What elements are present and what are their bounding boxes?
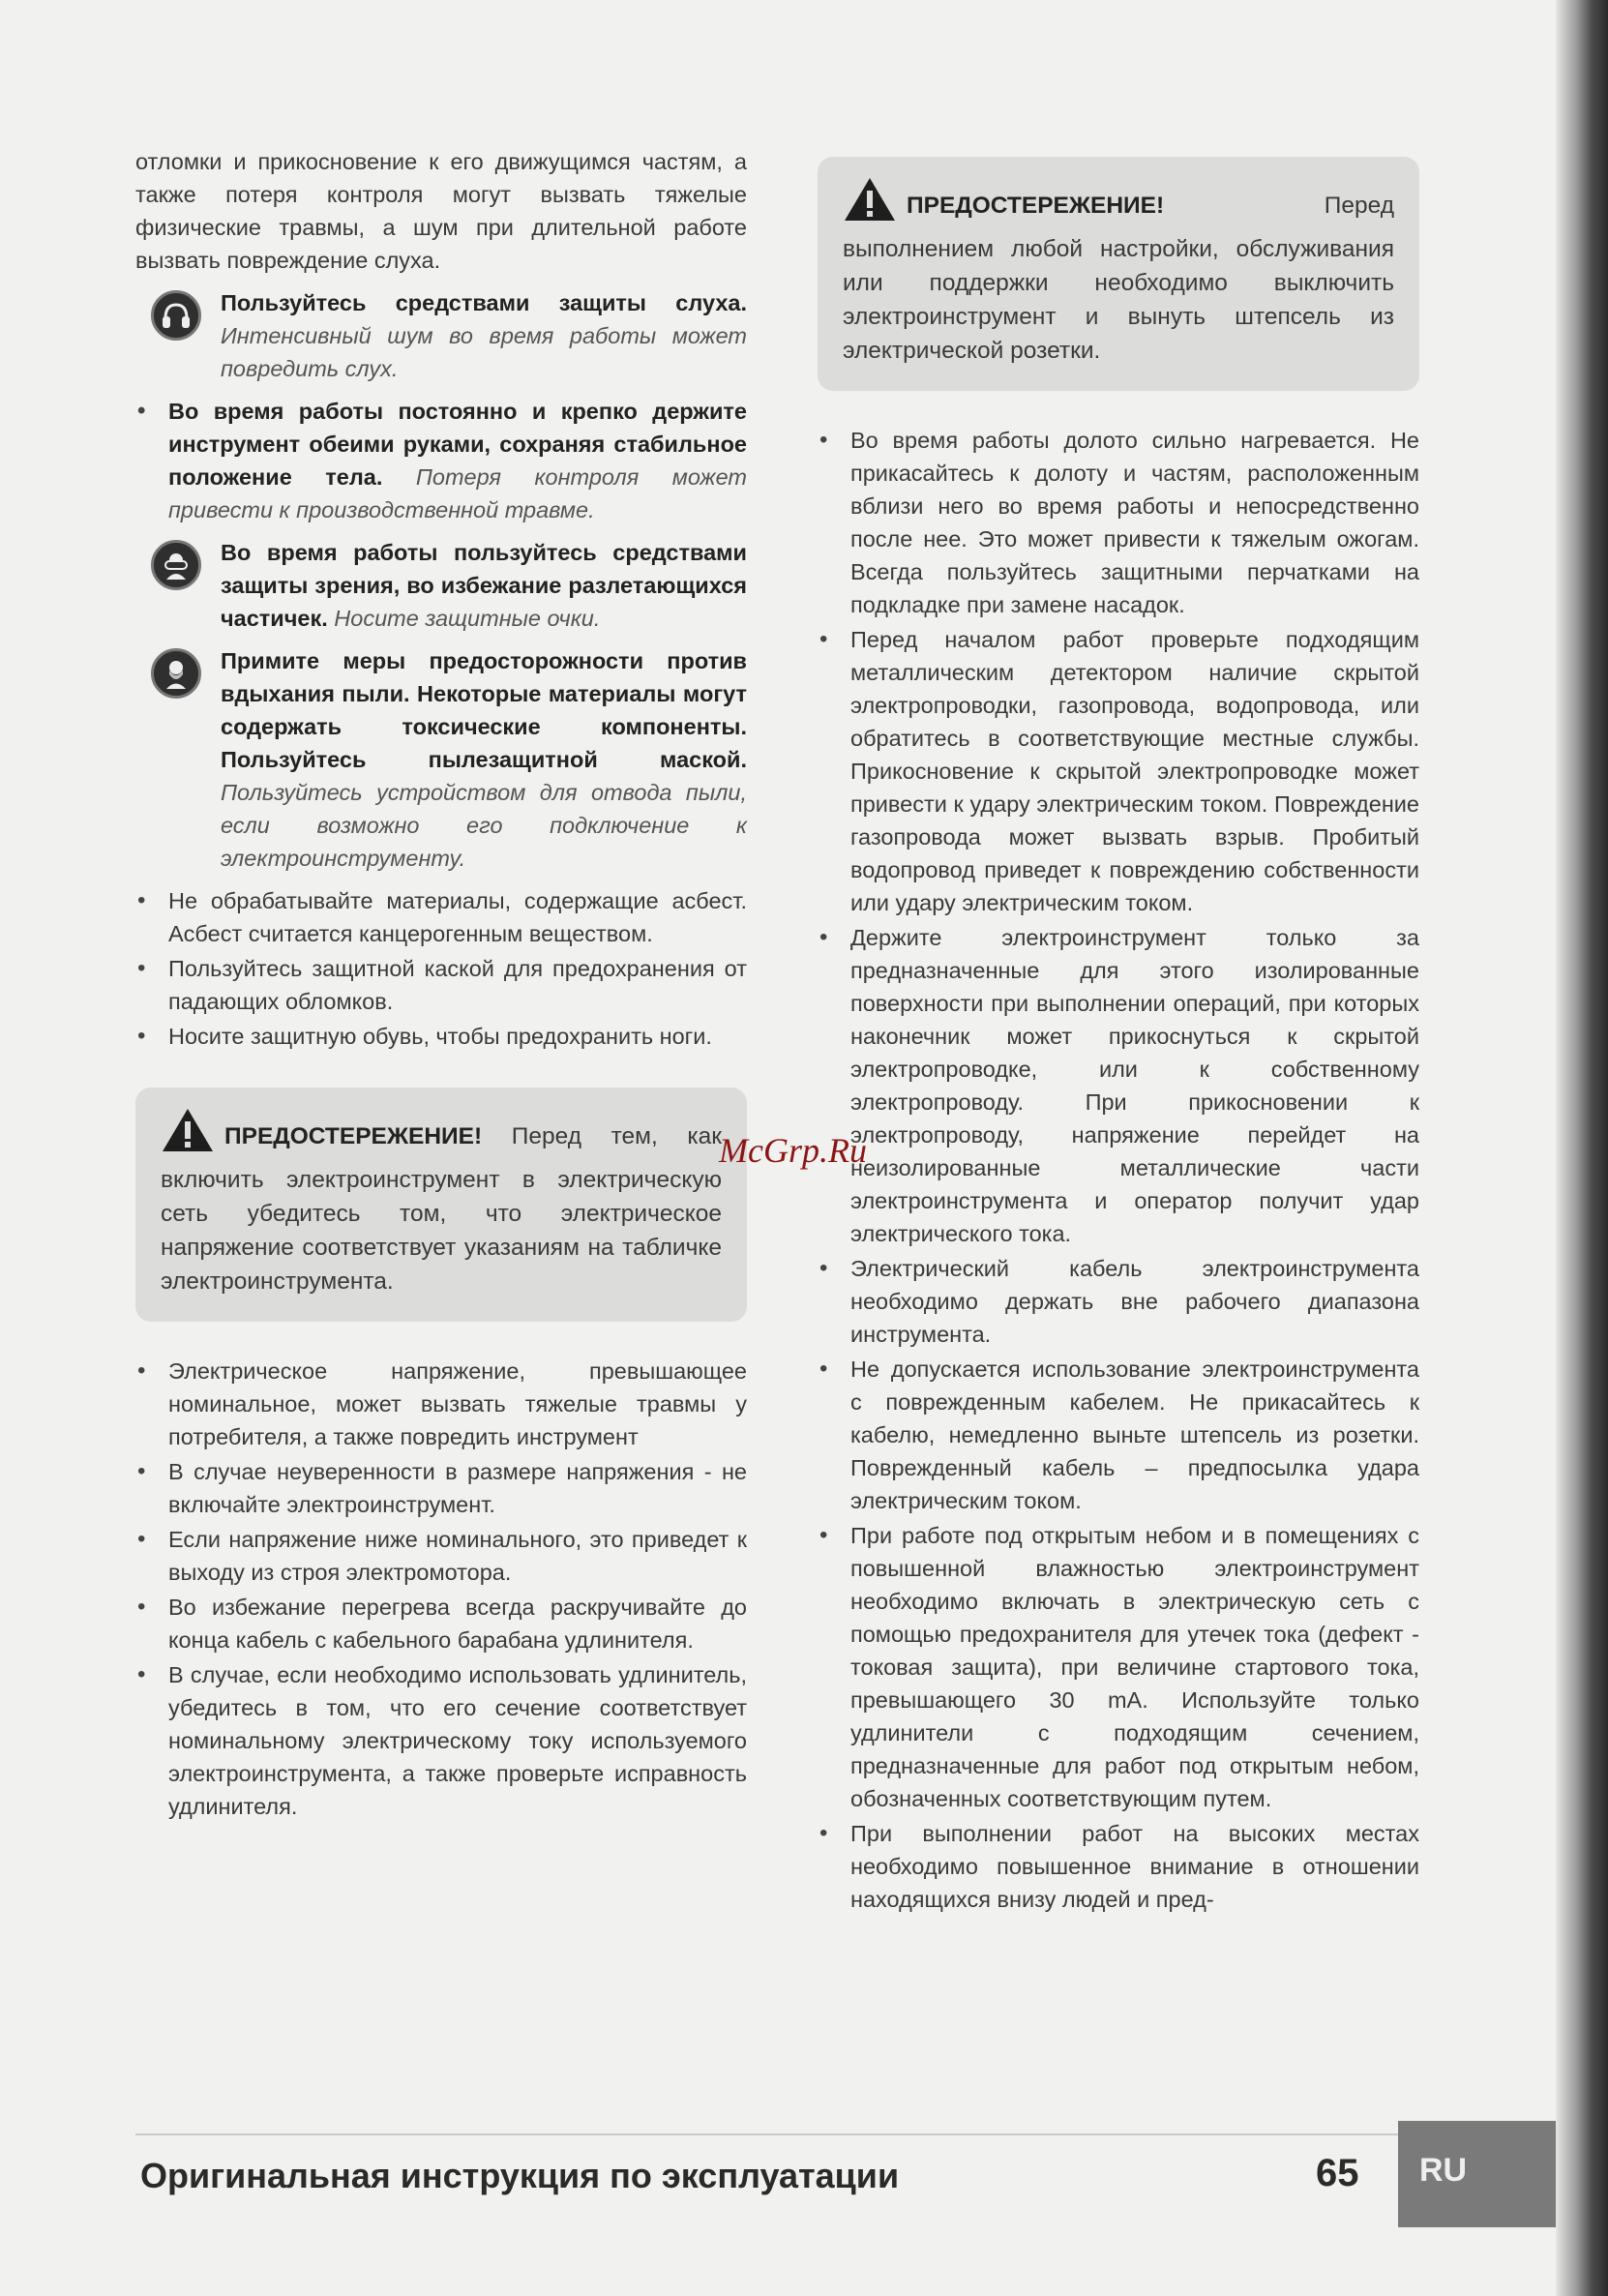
list-item: • В случае неуверенности в размере напряжения - не включайте электроинструмент. [135, 1455, 747, 1521]
page-edge-shadow [1556, 0, 1608, 2296]
list-item: • Во время работы долото сильно нагревается. Не прикасайтесь к долоту и частям, расположенным вблизи него во время работы и непосредственно после нее. Это может привести к тяжелым ожогам. Всегда пользуйтесь защитными перчатками на подкладке при замене насадок. [818, 424, 1419, 621]
list-item: • Электрическое напряжение, превышающее номинальное, может вызвать тяжелые травмы у потребителя, а также повредить инструмент [135, 1355, 747, 1453]
safety-list [818, 424, 1419, 1916]
eye-protection-text: Во время работы пользуйтесь средствами защиты зрения, во избежание разлетающихся частичек. Носите защитные очки. [221, 540, 747, 631]
list-item: • Во время работы постоянно и крепко держите инструмент обеими руками, сохраняя стабильное положение тела. Потеря контроля может привести к производственной травме. [135, 395, 747, 526]
language-label: RU [1419, 2152, 1468, 2189]
warning-box-voltage [135, 1088, 747, 1322]
dust-protection-item [135, 644, 747, 875]
warning-triangle-icon [161, 1107, 215, 1163]
language-tab [1398, 2121, 1556, 2227]
dust-protection-text: Примите меры предосторожности против вдыхания пыли. Некоторые материалы могут содержать токсические компоненты. Пользуйтесь пылезащитной маской. Пользуйтесь устройством для отвода пыли, если возможно его подключение к электроинструменту. [221, 648, 747, 871]
list-item: • Не обрабатывайте материалы, содержащие асбест. Асбест считается канцерогенным веществом. [135, 884, 747, 950]
warning-heading: ПРЕДОСТЕРЕЖЕНИЕ! [907, 193, 1165, 219]
eye-protection-icon [151, 540, 201, 590]
list-item: • При работе под открытым небом и в помещениях с повышенной влажностью электроинструмент необходимо включать в электрическую сеть с помощью предохранителя для утечек тока (дефект - токовая защита), при величине стартового тока, превышающего 30 mA. Используйте только удлинители с подходящим сечением, предназначенные для работ под открытым небом, обозначенных соответствующим путем. [818, 1519, 1419, 1815]
list-item: • Если напряжение ниже номинального, это приведет к выходу из строя электромотора. [135, 1523, 747, 1589]
warning-text: Перед тем, как включить электроинструмент в электрическую сеть убедитесь том, что электрическое напряжение соответствует указаниям на табличке электроинструмента. [161, 1123, 722, 1295]
list-item: • В случае, если необходимо использовать удлинитель, убедитесь в том, что его сечение соответствует номинальному электрическому току используемого электроинструмента, а также проверьте исправность удлинителя. [135, 1658, 747, 1823]
warning-heading: ПРЕДОСТЕРЕЖЕНИЕ! [224, 1123, 483, 1149]
warning-text: Перед выполнением любой настройки, обслуживания или поддержки необходимо выключить электроинструмент и вынуть штепсель из электрической розетки. [843, 193, 1394, 364]
list-item: • Носите защитную обувь, чтобы предохранить ноги. [135, 1020, 747, 1053]
footer-title: Оригинальная инструкция по эксплуатации [140, 2156, 900, 2195]
warning-triangle-icon [843, 176, 897, 232]
intro-paragraph: отломки и прикосновение к его движущимся частям, а также потеря контроля могут вызвать тяжелые физические травмы, а шум при длительной работе вызвать повреждение слуха. [135, 149, 747, 273]
grip-list [135, 395, 747, 526]
warning-box-maintenance [818, 157, 1419, 391]
list-item: • Во избежание перегрева всегда раскручивайте до конца кабель с кабельного барабана удлинителя. [135, 1591, 747, 1656]
ear-protection-icon [151, 290, 201, 341]
page-number: 65 [1316, 2152, 1359, 2194]
left-column [135, 145, 747, 1833]
list-item: • Электрический кабель электроинструмента необходимо держать вне рабочего диапазона инструмента. [818, 1252, 1419, 1351]
watermark: McGrp.Ru [719, 1131, 867, 1170]
dust-mask-icon [151, 648, 201, 699]
list-item: • Не допускается использование электроинструмента с поврежденным кабелем. Не прикасайтесь к кабелю, немедленно выньте штепсель из розетки. Поврежденный кабель – предпосылка удара электрическим током. [818, 1353, 1419, 1517]
voltage-list [135, 1355, 747, 1823]
list-item: • При выполнении работ на высоких местах необходимо повышенное внимание в отношении находящихся внизу людей и пред- [818, 1817, 1419, 1916]
eye-protection-item [135, 536, 747, 635]
right-column [818, 157, 1419, 1925]
protection-list [135, 884, 747, 1053]
list-item: • Пользуйтесь защитной каской для предохранения от падающих обломков. [135, 952, 747, 1018]
hearing-protection-text: Пользуйтесь средствами защиты слуха. Интенсивный шум во время работы может повредить слух. [221, 290, 747, 381]
list-item: • Перед началом работ проверьте подходящим металлическим детектором наличие скрытой электропроводки, газопровода, водопровода, или обратитесь в соответствующие местные службы. Прикосновение к скрытой электропроводке может привести к удару электрическим током. Повреждение газопровода может вызвать взрыв. Пробитый водопровод приведет к повреждению собственности или удару электрическим током. [818, 623, 1419, 919]
hearing-protection-item [135, 286, 747, 385]
list-item: • Держите электроинструмент только за предназначенные для этого изолированные поверхности при выполнении операций, при которых наконечник может прикоснуться к скрытой электропроводке, или к собственному электропроводу. При прикосновении к электропроводу, напряжение перейдет на неизолированные металлические части электроинструмента и оператор получит удар электрического тока. [818, 921, 1419, 1250]
footer-divider [135, 2133, 1413, 2135]
